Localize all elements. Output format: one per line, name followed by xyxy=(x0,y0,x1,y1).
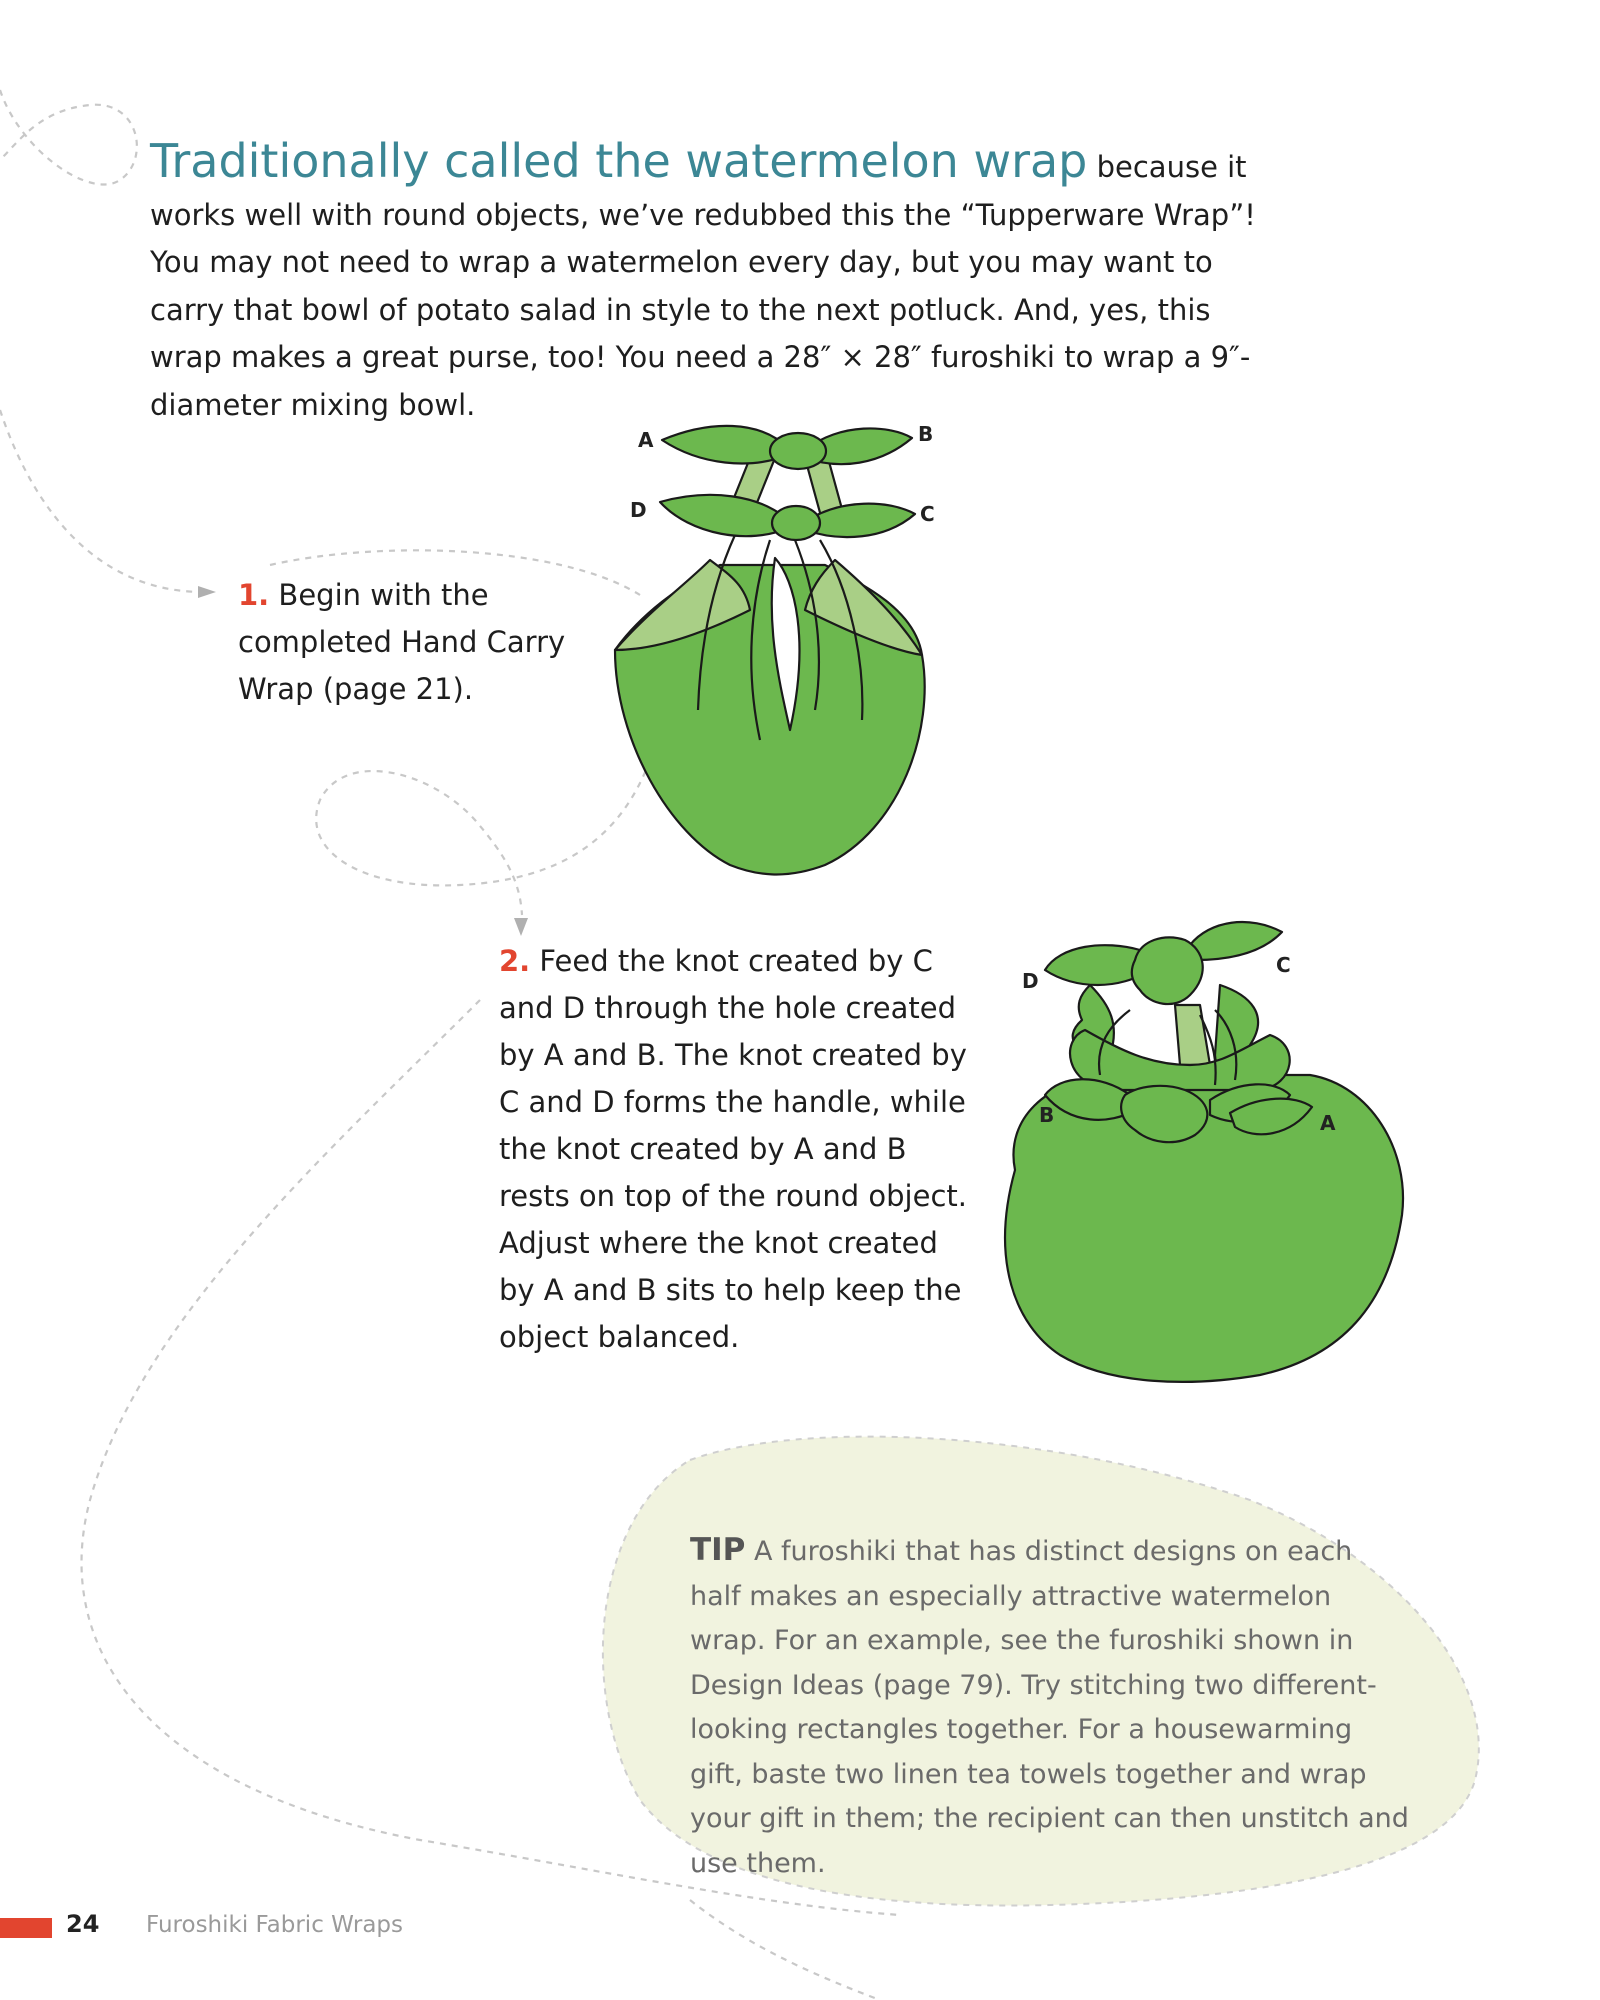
page-number: 24 xyxy=(66,1910,100,1938)
tip-label: TIP xyxy=(690,1532,746,1568)
fig1-label-d: D xyxy=(630,498,647,522)
bottom-exit xyxy=(690,1900,880,2000)
fig1-label-a: A xyxy=(638,428,654,452)
fig2-label-c: C xyxy=(1276,953,1291,977)
fig2-label-a: A xyxy=(1320,1111,1336,1135)
handle-light-back xyxy=(1175,1005,1210,1065)
knot-ab xyxy=(770,433,826,469)
fig1-label-b: B xyxy=(918,422,934,446)
step-1-number: 1. xyxy=(238,578,270,612)
step-2-number: 2. xyxy=(499,944,531,978)
fig2-label-b: B xyxy=(1039,1103,1055,1127)
step-2-text: Feed the knot created by C and D through the hole created by A and B. The knot created by C and D forms the handle, while the knot created by A and B rests on top of the round object. Adjust where the knot created by A and B sits to help keep the object balanced. xyxy=(499,944,967,1354)
knot-cd xyxy=(1132,937,1203,1004)
tip-box xyxy=(690,1528,1410,1886)
step-1-text: Begin with the completed Hand Carry Wrap (page 21). xyxy=(238,578,566,706)
footer-accent-bar xyxy=(0,1918,52,1938)
step-2 xyxy=(499,938,969,1361)
tip-text: A furoshiki that has distinct designs on each half makes an especially attractive watermelon wrap. For an example, see the furoshiki shown in Design Ideas (page 79). Try stitching two different-looking rectangles together. For a housewarming gift, baste two linen tea towels together and wrap your gift in them; the recipient can then unstitch and use them. xyxy=(690,1536,1409,1879)
fig1-label-c: C xyxy=(920,502,935,526)
arrowhead-right xyxy=(198,586,216,598)
knot-cd-leaf-right xyxy=(1190,922,1282,960)
hand-carry-wrap-illustration xyxy=(600,410,950,880)
watermelon-wrap-illustration xyxy=(990,915,1410,1385)
knot-ab-leaf-left xyxy=(662,426,788,464)
fig2-label-d: D xyxy=(1022,969,1039,993)
knot-cd xyxy=(772,506,820,540)
intro-lead-heading: Traditionally called the watermelon wrap xyxy=(150,134,1088,188)
intro-body-text: because it works well with round objects, we’ve redubbed this the “Tupperware Wrap”! You may not need to wrap a watermelon every day, but you may want to carry that bowl of potato salad in style to the next potluck. And, yes, this wrap makes a great purse, too! You need a 28″ × 28″ furoshiki to wrap a 9″-diameter mixing bowl. xyxy=(150,150,1256,422)
arrowhead-down xyxy=(514,918,528,936)
step-1 xyxy=(238,572,618,713)
left-arc-to-step1 xyxy=(0,410,200,592)
intro-paragraph xyxy=(150,134,1270,429)
knot-cd-leaf-left xyxy=(660,495,788,536)
top-left-loop xyxy=(0,90,137,184)
footer-book-title: Furoshiki Fabric Wraps xyxy=(146,1912,403,1938)
